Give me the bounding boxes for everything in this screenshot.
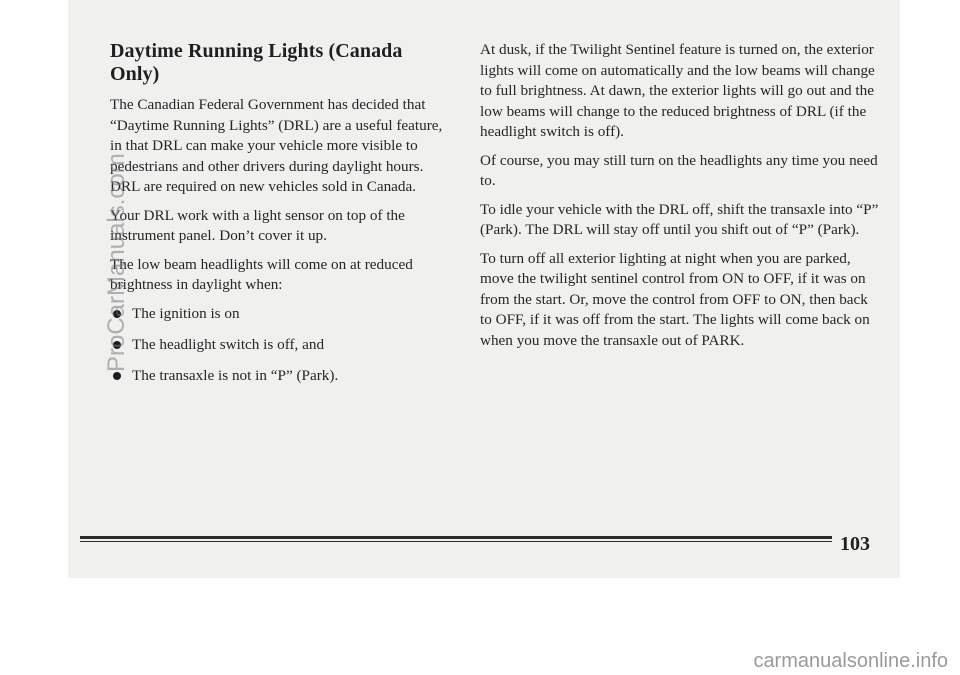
footer-rule-thick: [80, 536, 832, 539]
list-item: [110, 366, 455, 386]
side-watermark: ProCarManuals.com: [103, 153, 130, 372]
paragraph: At dusk, if the Twilight Sentinel feature is turned on, the exterior lights will come on automatically and the low beams will change to full brightness. At dawn, the exterior lights will go out and the low beams will change to the reduced brightness of DRL (if the headlight switch is off).: [480, 41, 875, 140]
footer-rule: [80, 536, 832, 542]
paragraph: To idle your vehicle with the DRL off, shift the transaxle into “P” (Park). The DRL will stay off until you shift out of “P” (Park).: [480, 200, 879, 238]
bullet-icon: [113, 372, 121, 380]
list-item: [110, 304, 455, 324]
footer-rule-thin: [80, 541, 832, 542]
bullet-list: [110, 304, 455, 386]
page-number: 103: [840, 533, 870, 555]
paragraph: Your DRL work with a light sensor on top of the instrument panel. Don’t cover it up.: [110, 206, 405, 244]
paragraph: The low beam headlights will come on at reduced brightness in daylight when:: [110, 255, 413, 293]
left-column: [110, 40, 455, 397]
paragraph: The Canadian Federal Government has decided that “Daytime Running Lights” (DRL) are a useful feature, in that DRL can make your vehicle more visible to pedestrians and other drivers during daylight hours. DRL are required on new vehicles sold in Canada.: [110, 96, 443, 195]
list-item-text: The ignition is on: [132, 304, 240, 322]
right-column: [480, 40, 880, 359]
paragraph: To turn off all exterior lighting at night when you are parked, move the twilight sentinel control from ON to OFF, if it was on from the start. Or, move the control from OFF to ON, then back to OFF, if it was off from the start. The lights will come back on when you move the transaxle out of PARK.: [480, 249, 870, 349]
section-heading: Daytime Running Lights (Canada Only): [110, 40, 403, 85]
bottom-watermark: carmanualsonline.info: [753, 650, 948, 672]
list-item-text: The transaxle is not in “P” (Park).: [132, 366, 339, 384]
paragraph: Of course, you may still turn on the headlights any time you need to.: [480, 151, 878, 189]
list-item: [110, 335, 455, 355]
list-item-text: The headlight switch is off, and: [132, 335, 325, 353]
